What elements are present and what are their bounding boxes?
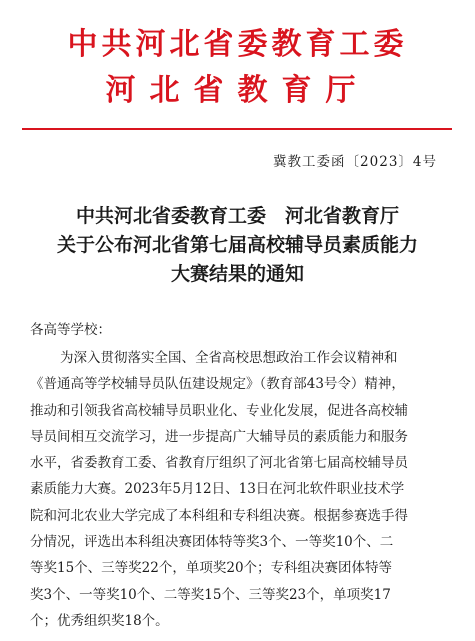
- body-line: 等奖15个、三等奖22个，单项奖20个；专科组决赛团体特等: [30, 560, 393, 577]
- document-number: 冀教工委函〔2023〕4号: [273, 154, 437, 170]
- body-line: 个；优秀组织奖18个。: [30, 612, 169, 629]
- title-line-2: 关于公布河北省第七届高校辅导员素质能力: [56, 234, 418, 256]
- body-paragraph: [30, 345, 450, 634]
- title-line-1: 中共河北省委教育工委 河北省教育厅: [75, 205, 399, 227]
- body-line: 分情况，评选出本科组决赛团体特等奖3个、一等奖10个、二: [30, 534, 394, 551]
- body-line: 推动和引领我省高校辅导员职业化、专业化发展，促进各高校辅: [30, 402, 408, 419]
- document-title: [0, 202, 475, 289]
- red-divider: [22, 128, 452, 130]
- body-line: 院和河北农业大学完成了本科组和专科组决赛。根据参赛选手得: [30, 507, 408, 524]
- body-line: 《普通高等学校辅导员队伍建设规定》（教育部43号令）精神，: [30, 376, 405, 393]
- letterhead-line-2: 河北省教育厅: [105, 73, 370, 108]
- salutation: 各高等学校：: [30, 322, 111, 338]
- body-line: 素质能力大赛。2023年5月12日、13日在河北软件职业技术学: [30, 481, 405, 498]
- title-line-3: 大赛结果的通知: [170, 263, 304, 285]
- body-line: 为深入贯彻落实全国、全省高校思想政治工作会议精神和: [60, 350, 398, 366]
- body-line: 奖3个、一等奖10个、二等奖15个、三等奖23个，单项奖17: [30, 586, 391, 603]
- letterhead: [0, 22, 475, 114]
- body-line: 水平，省委教育工委、省教育厅组织了河北省第七届高校辅导员: [30, 455, 408, 472]
- letterhead-line-1: 中共河北省委教育工委: [67, 27, 408, 62]
- body-line: 导员间相互交流学习，进一步提高广大辅导员的素质能力和服务: [30, 428, 408, 445]
